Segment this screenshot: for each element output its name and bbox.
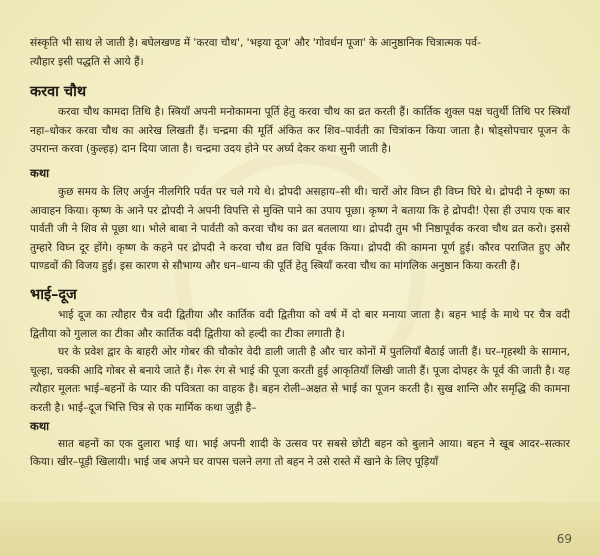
heading-bhai-dooj: भाई–दूज xyxy=(30,286,77,303)
heading-karva-chauth: करवा चौथ xyxy=(30,84,87,101)
bhai-dooj-paragraph-1: भाई दूज का त्यौहार चैत्र वदी द्वितीया और कार्तिक वदी द्वितीया को वर्ष में दो बार मनाया जाता है। बहन भाई के माथे पर चैत्र वदी द्वितीया को गुलाल का टीका और कार्तिक वदी द्वितीया को हल्दी का टीका लगाती है। xyxy=(30,308,570,340)
karva-katha-heading: कथा xyxy=(30,165,50,180)
bhai-katha-paragraph: सात बहनों का एक दुलारा भाई था। भाई अपनी शादी के उत्सव पर सबसे छोटी बहन को बुलाने आया। बहन ने खूब आदर–सत्कार किया। खीर–पूड़ी खिलायी। भाई जब अपने घर वापस चलने लगा तो बहन ने उसे रास्ते में खाने के लिए पूड़ियाँ xyxy=(30,437,570,469)
bhai-dooj-paragraph-2: घर के प्रवेश द्वार के बाहरी ओर गोबर की चौकोर वेदी डाली जाती है और चार कोनों में पुतलियाँ बैठाई जाती हैं। घर–गृहस्थी के सामान, चूल्हा, चक्की आदि गोबर से बनाये जाते हैं। गेरू रंग से भाई की पूजा करती हुई आकृतियाँ लिखी जाती हैं। पूजा दोपहर के पूर्व की जाती है। यह त्यौहार मूलतः भाई–बहनों के प्यार की पवित्रता का वाहक है। बहन रोली–अक्षत से भाई का पूजन करती है। सुख शान्ति और समृद्धि की कामना करती है। भाई–दूज भित्ति चित्र से एक मार्मिक कथा जुड़ी है– xyxy=(30,346,570,414)
intro-line-1: संस्कृति भी साथ ले जाती है। बघेलखण्ड में 'करवा चौथ', 'भइया दूज' और 'गोवर्धन पूजा' के आनुष्ठानिक चित्रात्मक पर्व- xyxy=(30,37,481,49)
page-content xyxy=(30,34,570,472)
page-number: 69 xyxy=(556,532,572,546)
bhai-katha-heading: कथा xyxy=(30,418,50,433)
karva-katha-paragraph: कुछ समय के लिए अर्जुन नीलगिरि पर्वत पर चले गये थे। द्रोपदी असहाय–सी थी। चारों ओर विघ्न ही विघ्न घिरे थे। द्रोपदी ने कृष्ण का आवाहन किया। कृष्ण के आने पर द्रोपदी ने अपनी विपत्ति से मुक्ति पाने का उपाय पूछा। कृष्ण ने बताया कि हे द्रोपदी! ऐसा ही उपाय एक बार पार्वती जी ने शिव से पूछा था। भोले बाबा ने पार्वती को करवा चौथ का व्रत बतलाया था। द्रोपदी तुम भी निष्ठापूर्वक करवा चौथ व्रत करो। इससे तुम्हारे विघ्न दूर होंगे। कृष्ण के कहने पर द्रोपदी ने करवा चौथ व्रत विधि पूर्वक किया। द्रोपदी की कामना पूर्ण हुई। कौरव पराजित हुए और पाण्डवों की विजय हुई। इस कारण से सौभाग्य और धन–धान्य की पूर्ति हेतु स्त्रियाँ करवा चौथ का मांगलिक अनुष्ठान किया करती हैं। xyxy=(30,185,570,273)
intro-line-2: त्यौहार इसी पद्धति से आये हैं। xyxy=(30,55,144,68)
footer-band xyxy=(0,502,600,556)
karva-chauth-paragraph: करवा चौथ कामदा तिथि है। स्त्रियाँ अपनी मनोकामना पूर्ति हेतु करवा चौथ का व्रत करती हैं। कार्तिक शुक्ल पक्ष चतुर्थी तिथि पर स्त्रियाँ नहा–धोकर करवा चौथ का आरेख लिखती हैं। चन्द्रमा की मूर्ति अंकित कर शिव–पार्वती का चित्रांकन किया जाता है। षोड्सोपचार पूजन के उपरान्त करवा (कुल्हड़) दान दिया जाता है। चन्द्रमा उदय होने पर अर्घ्य देकर कथा सुनी जाती है। xyxy=(30,106,570,156)
